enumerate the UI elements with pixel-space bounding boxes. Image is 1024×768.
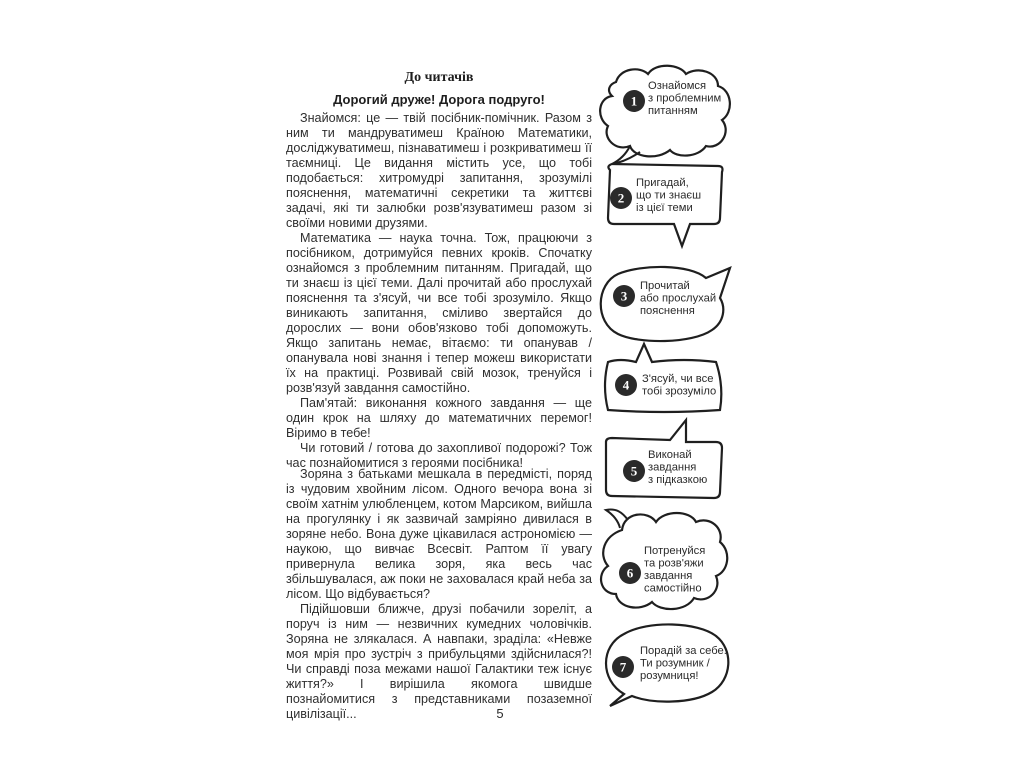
- step-number: 2: [617, 190, 625, 206]
- step-number: 3: [620, 288, 628, 304]
- step-text-line: або прослухай: [640, 292, 717, 305]
- paragraph: Знайомся: це — твій посібник-помічник. Разом з ним ти мандруватимеш Країною Математики, досліджуватимеш, пізнаватимеш і розкриватимеш її таємниці. Це видання містить усе, що тобі подобається: хитромудрі запитання, зрозумілі пояснення, математичні секретики та життєві задачі, які ти залюбки розв'язуватимеш разом зі своїми новими друзями.: [286, 111, 592, 230]
- step-text-line: тобі зрозуміло: [642, 385, 717, 398]
- step-number: 1: [630, 93, 638, 109]
- step-text-line: Потренуйся: [644, 545, 706, 557]
- step-number: 4: [622, 377, 630, 393]
- step-bubble-1: [600, 66, 730, 164]
- steps-bubbles: [594, 60, 744, 710]
- paragraph: Зоряна з батьками мешкала в передмісті, поряд із чудовим хвойним лісом. Одного вечора вона зі своїм хатнім улюбленцем, котом Марсиком, вийшла на прогулянку і як зазвичай замріяно дивилася в зоряне небо. Вона дуже цікавилася астрономією — наукою, що вивчає Всесвіт. Раптом її увагу привернула велика зоря, яка весь час збільшувалася, аж поки не заховалася край неба за лісом. Що відбувається?: [286, 467, 592, 601]
- step-text-line: Пригадай,: [636, 177, 689, 189]
- step-number: 7: [619, 659, 627, 675]
- story-text: [286, 467, 592, 722]
- step-bubble-2: [608, 164, 723, 246]
- step-text-line: завдання: [648, 461, 697, 474]
- step-number: 5: [630, 463, 638, 479]
- step-text-line: що ти знаєш: [636, 189, 702, 202]
- step-text-line: Ти розумник /: [640, 657, 710, 670]
- step-text-line: Порадій за себе.: [640, 645, 727, 657]
- step-text-line: самостійно: [644, 582, 702, 595]
- step-text-line: із цієї теми: [636, 202, 693, 214]
- paragraph: Пам'ятай: виконання кожного завдання — ще один крок на шляху до математичних перемог! Віримо в тебе!: [286, 396, 592, 440]
- step-number: 6: [626, 565, 634, 581]
- step-text-line: пояснення: [640, 305, 695, 317]
- step-text-line: завдання: [644, 570, 693, 582]
- page-heading: До читачів: [404, 70, 474, 85]
- step-text-line: Ознайомся: [648, 80, 707, 92]
- step-text-line: З'ясуй, чи все: [642, 373, 714, 385]
- intro-text: [286, 111, 592, 471]
- page-number: 5: [496, 706, 504, 721]
- step-bubble-3: [601, 267, 730, 341]
- step-bubble-5: [606, 420, 722, 498]
- step-text-line: та розв'яжи: [644, 557, 704, 570]
- step-bubble-7: [606, 624, 728, 706]
- paragraph: Підійшовши ближче, друзі побачили зореліт, а поруч із ним — незвичних кумедних чоловічків. Зоряна не злякалася. А навпаки, зраділа: «Невже моя мрія про зустріч з прибульцями здійснилася?! Чи справді поза межами нашої Галактики теж існує життя?» І вирішила якомога швидше познайомитися з представниками позаземної цивілізації...: [286, 602, 592, 721]
- step-text-line: Прочитай: [640, 280, 690, 292]
- paragraph: Чи готовий / готова до захопливої подорожі? Тож час познайомитися з героями посібника!: [286, 441, 592, 470]
- paragraph: Математика — наука точна. Тож, працюючи з посібником, дотримуйся певних кроків. Спочатку ознайомся з проблемним питанням. Пригадай, що ти знаєш із цієї теми. Далі прочитай або прослухай пояснення та з'ясуй, чи все тобі зрозуміло. Якщо виникають запитання, сміливо звертайся до дорослих — вони обов'язково тобі допоможуть. Якщо запитань немає, вітаємо: ти опанував / опанувала нові знання і тепер можеш використати їх на практиці. Розвивай свій мозок, тренуйся і розв'язуй завдання самостійно.: [286, 231, 592, 395]
- step-bubble-4: [605, 344, 721, 412]
- step-text-line: розумниця!: [640, 670, 699, 682]
- greeting: Дорогий друже! Дорога подруго!: [333, 92, 545, 107]
- step-text-line: питанням: [648, 105, 698, 117]
- step-text-line: з підказкою: [648, 474, 708, 486]
- step-text-line: Виконай: [648, 449, 692, 461]
- step-bubble-6: [601, 509, 727, 609]
- step-text-line: з проблемним: [648, 92, 722, 105]
